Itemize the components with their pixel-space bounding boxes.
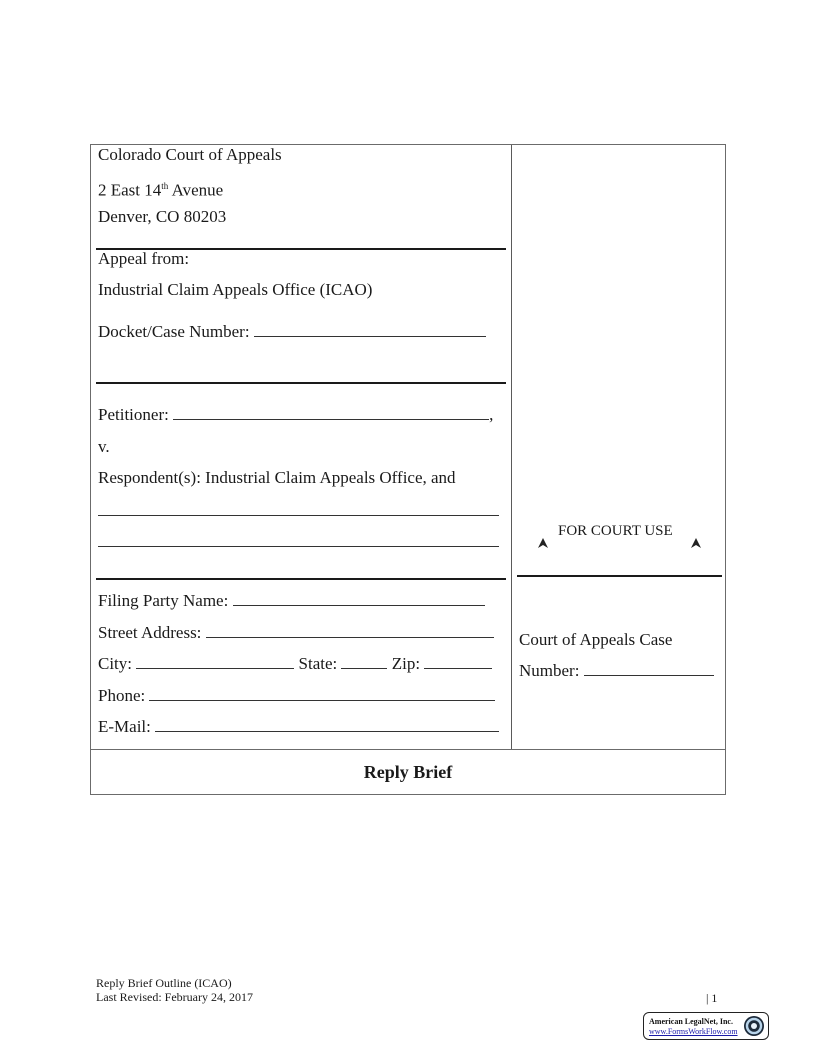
- versus: v.: [98, 437, 110, 456]
- case-number-field[interactable]: [519, 661, 714, 681]
- case-number-label-2: Number:: [519, 661, 584, 680]
- zip-label: Zip:: [387, 654, 425, 673]
- filing-party-label: Filing Party Name:: [98, 591, 233, 610]
- phone-field[interactable]: [98, 686, 495, 706]
- court-city: Denver, CO 80203: [98, 207, 227, 226]
- address-prefix: 2 East 14: [98, 180, 162, 200]
- footer-revised-date: Last Revised: February 24, 2017: [96, 990, 253, 1004]
- city-label: City:: [98, 654, 137, 673]
- filing-party-blank[interactable]: [233, 591, 485, 606]
- badge-company-name: American LegalNet, Inc.: [649, 1017, 733, 1026]
- footer-doc-name: Reply Brief Outline (ICAO): [96, 976, 232, 990]
- address-sup: th: [161, 181, 169, 191]
- zip-blank[interactable]: [424, 654, 492, 669]
- street-label: Street Address:: [98, 623, 206, 642]
- petitioner-label: Petitioner:: [98, 405, 174, 424]
- address-suffix: Avenue: [168, 180, 224, 200]
- badge-url-link[interactable]: www.FormsWorkFlow.com: [649, 1027, 738, 1036]
- appeal-from-label: Appeal from:: [98, 249, 190, 268]
- court-address: [98, 176, 223, 201]
- petitioner-field[interactable]: [98, 405, 493, 425]
- caption-right-column: [511, 145, 726, 749]
- for-court-use-label: FOR COURT USE: [558, 523, 673, 539]
- respondent-blank-1[interactable]: [98, 501, 499, 516]
- phone-blank[interactable]: [149, 686, 495, 701]
- state-blank[interactable]: [341, 654, 387, 669]
- docket-blank[interactable]: [254, 322, 486, 337]
- document-title-row: [91, 749, 725, 795]
- agency-name: Industrial Claim Appeals Office (ICAO): [98, 280, 373, 299]
- email-blank[interactable]: [155, 717, 499, 732]
- email-label: E-Mail:: [98, 717, 156, 736]
- respondent-line-1[interactable]: [98, 501, 499, 521]
- divider: [517, 575, 722, 577]
- page-number: | 1: [706, 991, 718, 1005]
- petitioner-comma: ,: [489, 405, 494, 424]
- divider: [96, 578, 506, 580]
- state-label: State:: [294, 654, 342, 673]
- respondent-line-2[interactable]: [98, 532, 499, 552]
- phone-label: Phone:: [98, 686, 150, 705]
- street-blank[interactable]: [206, 623, 494, 638]
- email-field[interactable]: [98, 717, 499, 737]
- footer: [96, 976, 253, 1004]
- street-address-field[interactable]: [98, 623, 494, 643]
- divider: [96, 382, 506, 384]
- up-arrow-icon: [537, 537, 549, 549]
- city-state-zip-field[interactable]: [98, 654, 492, 674]
- globe-logo-icon: [743, 1015, 765, 1037]
- case-number-label: Court of Appeals Case: [519, 630, 673, 649]
- case-number-blank[interactable]: [584, 661, 714, 676]
- caption-left-column: [91, 145, 511, 749]
- filing-party-name-field[interactable]: [98, 591, 485, 611]
- city-blank[interactable]: [136, 654, 294, 669]
- document-title: Reply Brief: [363, 762, 453, 782]
- respondent-blank-2[interactable]: [98, 532, 499, 547]
- respondent-label: Respondent(s): Industrial Claim Appeals Office, and: [98, 468, 456, 487]
- petitioner-blank[interactable]: [173, 405, 489, 420]
- docket-number-field[interactable]: [98, 322, 486, 342]
- legalnet-badge[interactable]: [643, 1012, 769, 1040]
- docket-label: Docket/Case Number:: [98, 322, 254, 341]
- court-name: Colorado Court of Appeals: [98, 145, 282, 164]
- caption-table: [90, 144, 726, 795]
- up-arrow-icon: [690, 537, 702, 549]
